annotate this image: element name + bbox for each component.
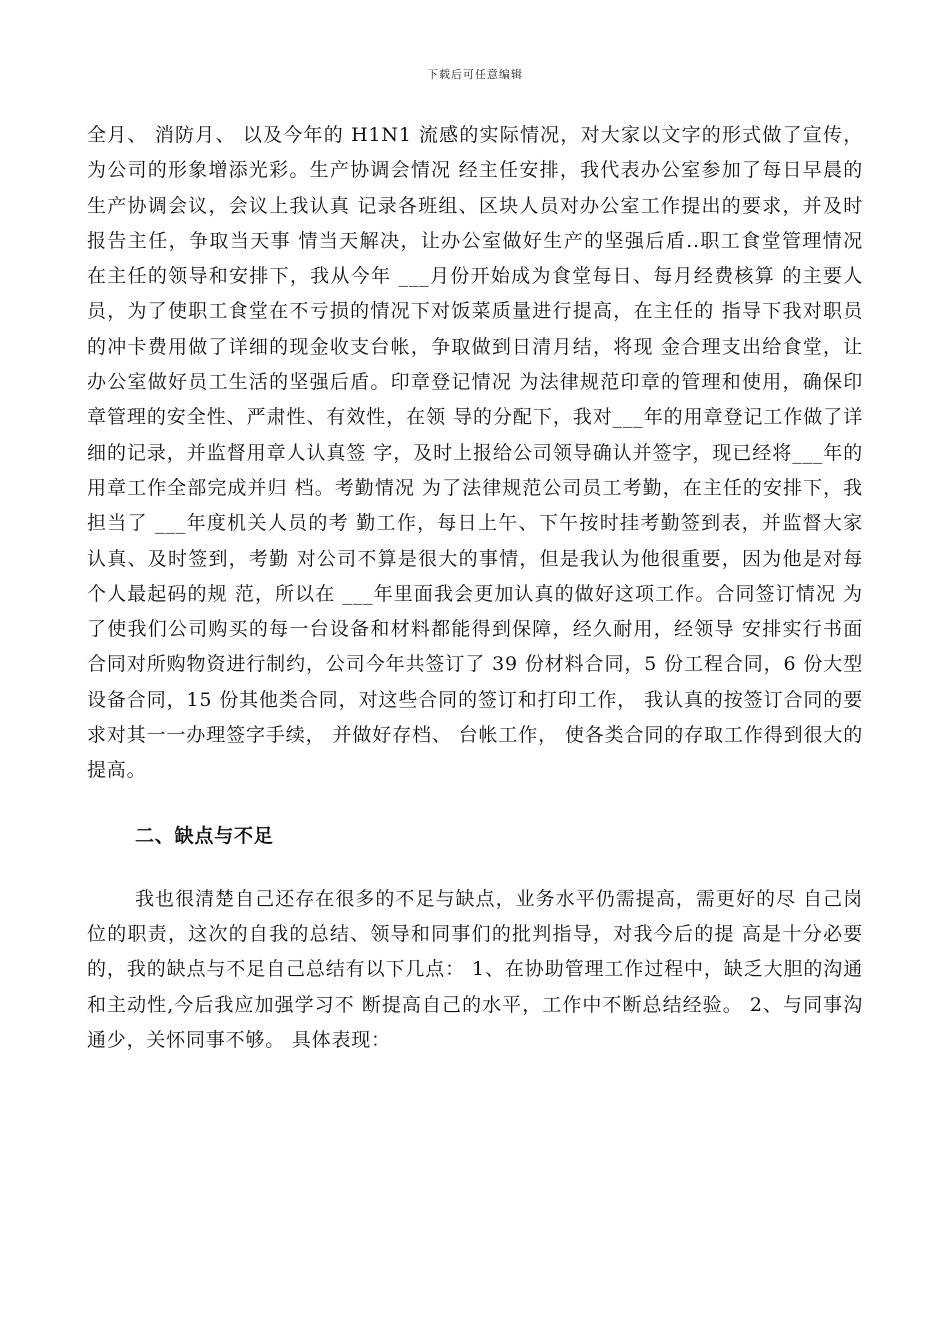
page-header: 下载后可任意编辑 bbox=[427, 68, 523, 81]
document-body bbox=[87, 118, 863, 1058]
section-title-shortcomings: 二、缺点与不足 bbox=[135, 824, 274, 847]
paragraph-work-summary: 全月、 消防月、 以及今年的 H1N1 流感的实际情况，对大家以文字的形式做了宣传，为公司的形象增添光彩。生产协调会情况 经主任安排，我代表办公室参加了每日早晨的生产协调会议，会议上我认真 记录各班组、区块人员对办公室工作提出的要求，并及时报告主任，争取当天事 情当天解决，让办公室做好生产的坚强后盾..职工食堂管理情况 在主任的领导和安排下，我从今年 ___月份开始成为食堂每日、每月经费核算 的主要人员，为了使职工食堂在不亏损的情况下对饭菜质量进行提高，在主任的 指导下我对职员的冲卡费用做了详细的现金收支台帐，争取做到日清月结，将现 金合理支出给食堂，让办公室做好员工生活的坚强后盾。印章登记情况 为法律规范印章的管理和使用，确保印章管理的安全性、严肃性、有效性，在领 导的分配下，我对___年的用章登记工作做了详细的记录，并监督用章人认真签 字，及时上报给公司领导确认并签字，现已经将___年的用章工作全部完成并归 档。考勤情况 为了法律规范公司员工考勤，在主任的安排下，我担当了 ___年度机关人员的考 勤工作，每日上午、下午按时挂考勤签到表，并监督大家认真、及时签到，考勤 对公司不算是很大的事情，但是我认为他很重要，因为他是对每个人最起码的规 范，所以在 ___年里面我会更加认真的做好这项工作。合同签订情况 为了使我们公司购买的每一台设备和材料都能得到保障，经久耐用，经领导 安排实行书面合同对所购物资进行制约，公司今年共签订了 39 份材料合同，5 份工程合同，6 份大型设备合同，15 份其他类合同，对这些合同的签订和打印工作， 我认真的按签订合同的要求对其一一办理签字手续， 并做好存档、 台帐工作， 使各类合同的存取工作得到很大的提高。 bbox=[87, 124, 863, 782]
paragraph-shortcomings: 我也很清楚自己还存在很多的不足与缺点，业务水平仍需提高，需更好的尽 自己岗位的职责，这次的自我的总结、领导和同事们的批判指导，对我今后的提 高是十分必要的，我的缺点与不足自己总结有以下几点： 1、在协助管理工作过程中，缺乏大胆的沟通和主动性,今后我应加强学习不 断提高自己的水平，工作中不断总结经验。 2、与同事沟通少，关怀同事不够。 具体表现： bbox=[87, 887, 863, 1051]
